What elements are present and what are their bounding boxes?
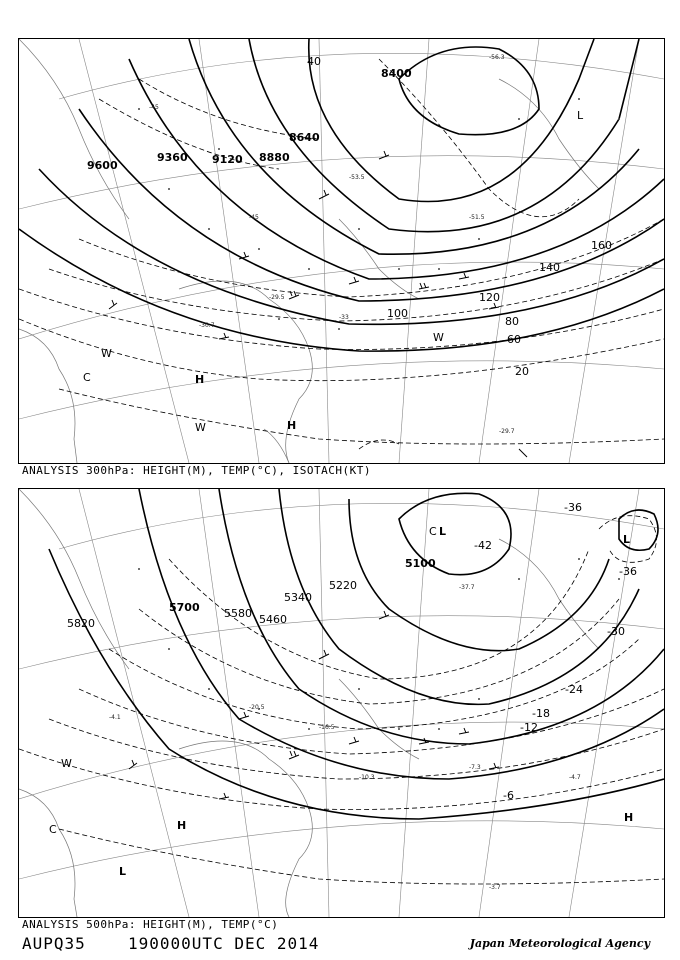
height-label: 8880 — [259, 151, 290, 164]
warm-center: W — [101, 347, 112, 360]
valid-time: 190000UTC DEC 2014 — [128, 934, 320, 953]
isotherm-lines — [19, 516, 664, 884]
height-label: 9600 — [87, 159, 118, 172]
height-label: 8640 — [289, 131, 320, 144]
warm-center: W — [195, 421, 206, 434]
graticule — [19, 489, 664, 917]
low-pressure-center: L — [623, 533, 631, 546]
panel-caption-300hpa: ANALYSIS 300hPa: HEIGHT(M), TEMP(°C), ISOTACH(KT) — [22, 464, 372, 477]
isotherm-label: -18 — [532, 707, 550, 720]
isotach-label: 140 — [539, 261, 560, 274]
warm-center: W — [433, 331, 444, 344]
chart-identifier: AUPQ35 — [22, 934, 86, 953]
isotach-label: 100 — [387, 307, 408, 320]
svg-text:-37.7: -37.7 — [459, 584, 475, 591]
svg-text:-4.1: -4.1 — [109, 714, 121, 721]
svg-text:-56.3: -56.3 — [489, 54, 505, 61]
isotherm-label: -6 — [503, 789, 514, 802]
isotherm-label: -42 — [474, 539, 492, 552]
isotach-label: 120 — [479, 291, 500, 304]
svg-text:-45: -45 — [249, 214, 259, 221]
height-label: 9360 — [157, 151, 188, 164]
svg-text:-53.5: -53.5 — [349, 174, 365, 181]
high-pressure-center: H — [177, 819, 187, 832]
cold-center: C — [83, 371, 91, 384]
map-panel-500hpa — [18, 488, 665, 918]
height-label: 5100 — [405, 557, 436, 570]
map-300hpa-svg — [19, 39, 664, 463]
height-label: 5340 — [284, 591, 312, 604]
height-label: 5580 — [224, 607, 252, 620]
isotherm-label: -36 — [619, 565, 637, 578]
svg-text:-3.7: -3.7 — [489, 884, 501, 891]
height-label: 9120 — [212, 153, 243, 166]
height-label: 5820 — [67, 617, 95, 630]
panel-caption-500hpa: ANALYSIS 500hPa: HEIGHT(M), TEMP(°C) — [22, 918, 279, 931]
isotach-label: 80 — [505, 315, 519, 328]
isotherm-label: -24 — [565, 683, 583, 696]
svg-text:-7.3: -7.3 — [469, 764, 481, 771]
station-plots — [138, 558, 620, 730]
svg-text:-30.7: -30.7 — [199, 322, 215, 329]
svg-text:-20.5: -20.5 — [249, 704, 265, 711]
coastlines — [19, 489, 599, 917]
high-pressure-center: H — [195, 373, 205, 386]
isotach-label: 40 — [307, 55, 321, 68]
high-pressure-center: H — [624, 811, 634, 824]
height-label: 5700 — [169, 601, 200, 614]
warm-center: W — [61, 757, 72, 770]
low-pressure-center: L — [119, 865, 127, 878]
cold-center: C — [49, 823, 57, 836]
isotherm-label: -36 — [564, 501, 582, 514]
height-contours — [49, 489, 664, 819]
svg-text:-4.7: -4.7 — [569, 774, 581, 781]
svg-text:-10.3: -10.3 — [359, 774, 375, 781]
isotherm-label: -12 — [520, 721, 538, 734]
isotach-label: 20 — [515, 365, 529, 378]
svg-text:-16.5: -16.5 — [319, 724, 335, 731]
height-label: 5220 — [329, 579, 357, 592]
svg-text:-33: -33 — [339, 314, 349, 321]
isotherm-label: -30 — [607, 625, 625, 638]
svg-text:-51.5: -51.5 — [469, 214, 485, 221]
low-pressure-center: L — [439, 525, 447, 538]
svg-text:-29.5: -29.5 — [269, 294, 285, 301]
map-panel-300hpa — [18, 38, 665, 464]
svg-text:-29.7: -29.7 — [499, 428, 515, 435]
height-label: 8400 — [381, 67, 412, 80]
high-pressure-center: H — [287, 419, 297, 432]
isotach-lines — [19, 59, 664, 449]
isotach-label: 160 — [591, 239, 612, 252]
height-label: 5460 — [259, 613, 287, 626]
cold-center: C — [429, 525, 437, 538]
isotach-label: 60 — [507, 333, 521, 346]
low-pressure-center: L — [577, 109, 584, 122]
map-500hpa-svg — [19, 489, 664, 917]
svg-text:-45: -45 — [149, 104, 159, 111]
agency-name: Japan Meteorological Agency — [469, 937, 650, 950]
